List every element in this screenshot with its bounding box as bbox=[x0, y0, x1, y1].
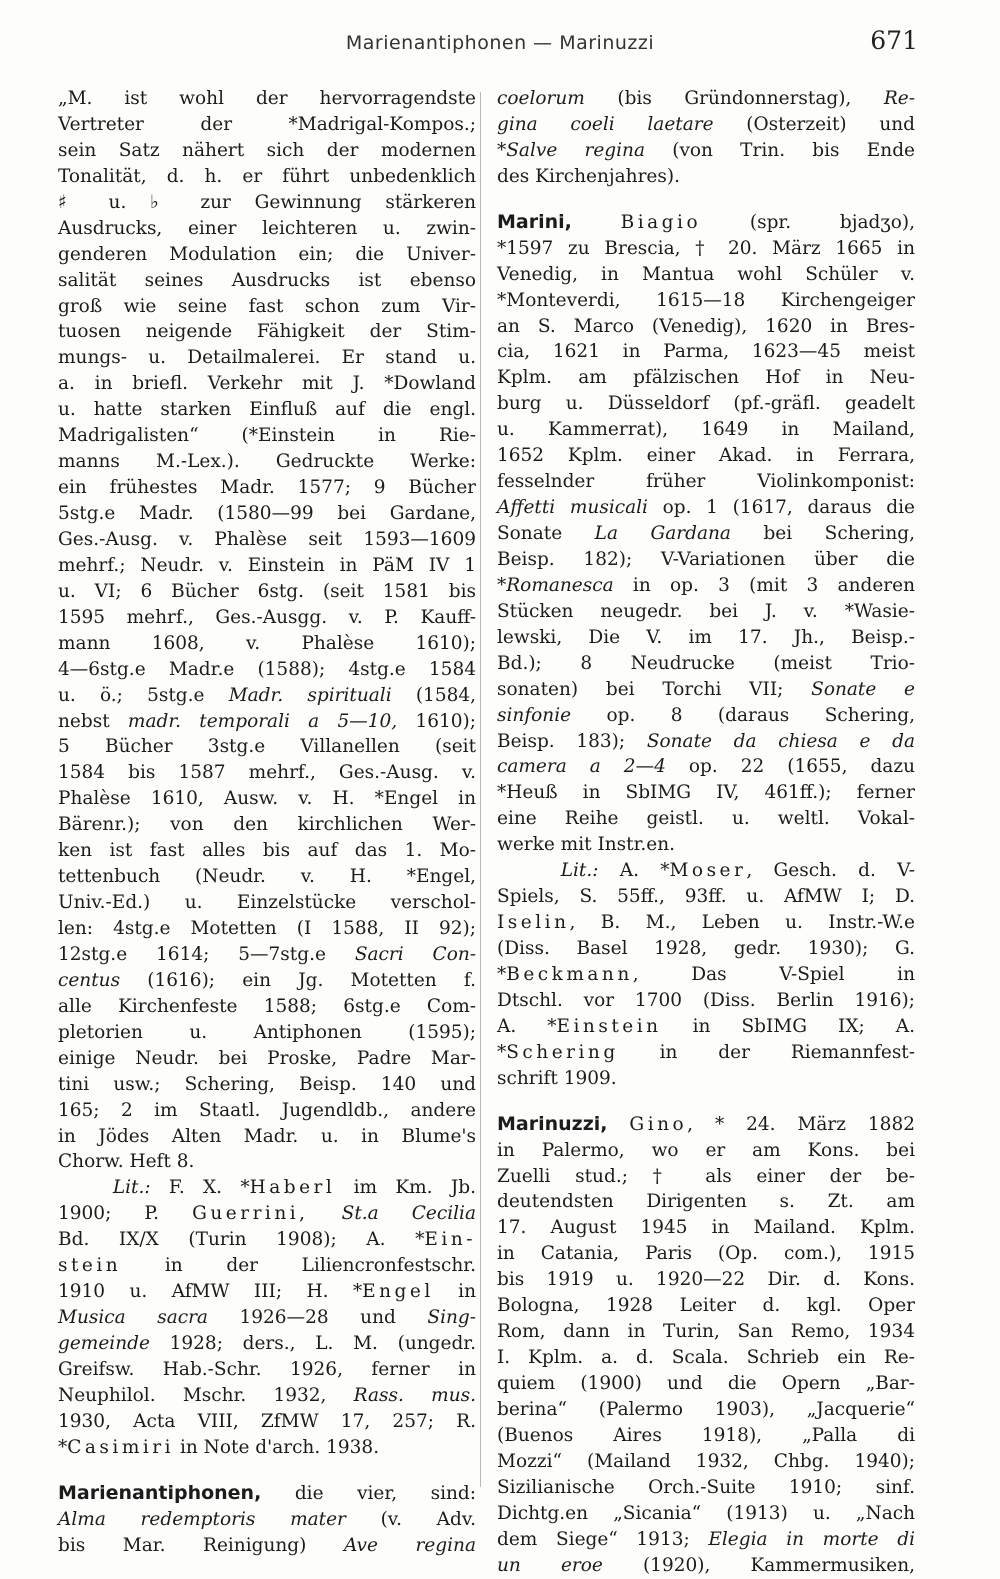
text-line: Mozzi“ (Mailand 1932, Chbg. 1940); bbox=[497, 1450, 915, 1472]
text-line bbox=[58, 1507, 476, 1533]
text-line: tuosen neigende Fähigkeit der Stim- bbox=[58, 321, 476, 343]
text-line: (Diss. Basel 1928, gedr. 1930); G. bbox=[497, 938, 915, 959]
text-line: des Kirchenjahres). bbox=[497, 165, 680, 187]
text-line: u. hatte starken Einfluß auf die engl. bbox=[58, 399, 476, 421]
text-line bbox=[497, 495, 915, 521]
work-title: Alma redemptoris mater bbox=[58, 1508, 346, 1530]
text-run: F. X. * bbox=[168, 1177, 250, 1199]
right-column bbox=[497, 86, 916, 1576]
text-run: op. 8 (daraus Schering, bbox=[606, 704, 915, 726]
text-line: burg u. Düsseldorf (pf.-gräfl. geadelt bbox=[497, 393, 915, 415]
text-line: (Buenos Aires 1918), „Palla di bbox=[497, 1424, 915, 1446]
column-divider bbox=[480, 92, 481, 1487]
text-line: einige Neudr. bei Proske, Padre Mar- bbox=[58, 1047, 476, 1069]
text-run: (1920), Kammermusiken, bbox=[642, 1554, 916, 1576]
text-line bbox=[497, 1553, 915, 1579]
text-line: cia, 1621 in Parma, 1623—45 meist bbox=[497, 341, 915, 363]
text-run: , * 24. März 1882 bbox=[687, 1113, 915, 1135]
entry-gap bbox=[58, 1461, 476, 1481]
work-title: madr. temporali a 5—10, bbox=[127, 710, 398, 732]
work-title: Re- bbox=[883, 88, 916, 109]
text-line bbox=[58, 1305, 476, 1331]
text-line bbox=[497, 573, 915, 599]
text-line: Madrigalisten“ (*Einstein in Rie- bbox=[58, 425, 476, 447]
text-run: (von Trin. bis Ende bbox=[672, 139, 915, 161]
text-line: Ausdrucks, einer leichteren u. zwin- bbox=[58, 217, 476, 239]
text-run: Bd. IX/X (Turin 1908); A. * bbox=[58, 1229, 425, 1251]
text-line: groß wie seine fast schon zum Vir- bbox=[58, 295, 476, 317]
lit-label: Lit.: bbox=[112, 1177, 151, 1199]
text-line bbox=[58, 1253, 476, 1279]
text-line bbox=[497, 703, 915, 729]
text-line: tettenbuch (Neudr. v. H. *Engel, bbox=[58, 866, 476, 888]
text-run: Beisp. 183); bbox=[497, 730, 626, 752]
page-number: 671 bbox=[870, 26, 918, 55]
text-line: Bd.); 8 Neudrucke (meist Trio- bbox=[497, 652, 915, 674]
work-title: *Salve regina bbox=[497, 139, 645, 161]
text-run: Sonate bbox=[497, 523, 563, 544]
text-line bbox=[58, 683, 476, 709]
text-line bbox=[58, 1279, 476, 1305]
work-title: Sing- bbox=[427, 1307, 476, 1329]
author-name: Einstein bbox=[556, 1015, 662, 1037]
text-line: Chorw. Heft 8. bbox=[58, 1151, 195, 1173]
text-run: in der Liliencronfestschr. bbox=[164, 1255, 476, 1277]
text-line: quiem (1900) und die Opern „Bar- bbox=[497, 1373, 915, 1394]
text-run: , Gesch. d. V- bbox=[746, 860, 915, 882]
author-name: Beckmann bbox=[506, 963, 633, 985]
text-line bbox=[497, 910, 915, 936]
text-line: Greifsw. Hab.-Schr. 1926, ferner in bbox=[58, 1358, 476, 1380]
text-line: Kplm. am pfälzischen Hof in Neu- bbox=[497, 367, 915, 389]
text-line bbox=[497, 677, 915, 703]
text-line bbox=[58, 942, 476, 968]
text-run: (Osterzeit) und bbox=[746, 113, 915, 135]
text-line: 4—6stg.e Madr.e (1588); 4stg.e 1584 bbox=[58, 658, 476, 680]
text-line: bis 1919 u. 1920—22 Dir. d. Kons. bbox=[497, 1269, 915, 1291]
text-run: (bis Gründonnerstag), bbox=[617, 88, 852, 109]
text-run: op. 22 (1655, dazu bbox=[688, 756, 915, 778]
text-run: in op. 3 (mit 3 anderen bbox=[632, 574, 915, 596]
work-title: Musica sacra bbox=[58, 1307, 208, 1329]
text-line: mann 1608, v. Phalèse 1610); bbox=[58, 632, 476, 654]
author-name: Engel bbox=[362, 1281, 434, 1303]
text-run: in der Riemannfest- bbox=[659, 1041, 915, 1063]
work-title: St.a Cecilia bbox=[341, 1203, 476, 1225]
text-run: 12stg.e 1614; 5—7stg.e bbox=[58, 943, 326, 965]
text-line: Univ.-Ed.) u. Einzelstücke verschol- bbox=[58, 892, 476, 914]
text-line bbox=[497, 1040, 915, 1066]
text-line: ♯ u. ♭ zur Gewinnung stärkeren bbox=[58, 191, 476, 213]
text-line: Venedig, in Mantua wohl Schüler v. bbox=[497, 263, 915, 285]
work-title: Madr. spirituali bbox=[228, 684, 392, 706]
text-line: „M. ist wohl der hervorragendste bbox=[58, 88, 476, 109]
person-name: Gino bbox=[629, 1113, 688, 1135]
text-run: (v. Adv. bbox=[380, 1508, 477, 1530]
text-line: Vertreter der *Madrigal-Kompos.; bbox=[58, 113, 476, 135]
text-run: 1928; ders., L. M. (ungedr. bbox=[169, 1333, 476, 1354]
text-run: (1616); ein Jg. Motetten f. bbox=[147, 969, 476, 991]
text-run: * bbox=[58, 1436, 68, 1458]
work-title: centus bbox=[58, 969, 121, 991]
text-run: * bbox=[497, 1041, 507, 1063]
text-line bbox=[497, 1014, 915, 1040]
text-line bbox=[497, 1112, 915, 1138]
text-line: 1584 bis 1587 mehrf., Ges.-Ausg. v. bbox=[58, 762, 476, 784]
text-line: sein Satz nähert sich der modernen bbox=[58, 139, 476, 161]
work-title: Ave regina bbox=[343, 1534, 476, 1556]
text-run: 1926—28 und bbox=[239, 1307, 396, 1329]
text-line bbox=[58, 1435, 476, 1461]
text-run: bis Mar. Reinigung) bbox=[58, 1534, 307, 1556]
text-line bbox=[58, 709, 476, 735]
work-title: sinfonie bbox=[497, 704, 572, 726]
text-line: berina“ (Palermo 1903), „Jacquerie“ bbox=[497, 1398, 915, 1420]
work-title: coelorum bbox=[497, 88, 585, 109]
text-run: (1584, bbox=[415, 684, 477, 706]
author-name: stein bbox=[58, 1255, 122, 1277]
text-line: fesselnder früher Violinkomponist: bbox=[497, 471, 915, 493]
text-line: mungs- u. Detailmalerei. Er stand u. bbox=[58, 347, 476, 369]
author-name: Ein- bbox=[424, 1229, 476, 1251]
text-line bbox=[58, 1227, 476, 1253]
work-title: gina coeli laetare bbox=[497, 113, 714, 135]
lit-label: Lit.: bbox=[560, 860, 599, 882]
text-line: deutendsten Dirigenten s. Zt. am bbox=[497, 1191, 915, 1213]
author-name: Haberl bbox=[249, 1177, 336, 1199]
work-title: Sacri Con- bbox=[354, 943, 476, 965]
text-run: nebst bbox=[58, 710, 110, 732]
text-line: alle Kirchenfeste 1588; 6stg.e Com- bbox=[58, 995, 476, 1017]
text-run: , Das V-Spiel in bbox=[632, 963, 915, 985]
text-line: Stücken neugedr. bei J. v. *Wasie- bbox=[497, 600, 915, 622]
text-run: im Km. Jb. bbox=[353, 1177, 476, 1199]
text-line: Bologna, 1928 Leiter d. kgl. Oper bbox=[497, 1295, 915, 1317]
text-line: Phalèse 1610, Ausw. v. H. *Engel in bbox=[58, 788, 476, 810]
text-line bbox=[58, 1175, 476, 1201]
text-line: Dtschl. vor 1700 (Diss. Berlin 1916); bbox=[497, 989, 915, 1011]
text-run: bei Schering, bbox=[763, 523, 915, 544]
text-line: Dichtg.en „Sicania“ (1913) u. „Nach bbox=[497, 1502, 915, 1524]
text-line: *Heuß in SbIMG IV, 461ff.); ferner bbox=[497, 782, 915, 804]
text-run: in Note d'arch. 1938. bbox=[179, 1436, 380, 1458]
text-line bbox=[58, 1383, 476, 1409]
text-run: (spr. bjadʒo), bbox=[749, 211, 915, 233]
text-line bbox=[497, 521, 915, 547]
text-line: lewski, Die V. im 17. Jh., Beisp.- bbox=[497, 626, 915, 648]
text-line: Ges.-Ausg. v. Phalèse seit 1593—1609 bbox=[58, 528, 476, 550]
text-run: 1910 u. AfMW III; H. * bbox=[58, 1281, 363, 1303]
text-line bbox=[497, 962, 915, 988]
text-line bbox=[497, 858, 915, 884]
work-title: Sonate e bbox=[811, 678, 915, 700]
text-run: * bbox=[497, 963, 507, 985]
author-name: Iselin bbox=[497, 912, 570, 934]
text-line: 17. August 1945 in Mailand. Kplm. bbox=[497, 1217, 915, 1239]
text-line bbox=[58, 1331, 476, 1357]
text-line bbox=[497, 86, 915, 112]
text-line: u. Kammerrat), 1649 in Mailand, bbox=[497, 419, 915, 441]
text-run: A. * bbox=[497, 1015, 557, 1037]
text-line: in Palermo, wo er am Kons. bei bbox=[497, 1139, 915, 1161]
text-line: in Catania, Paris (Op. com.), 1915 bbox=[497, 1243, 915, 1265]
text-line: 1595 mehrf., Ges.-Ausgg. v. P. Kauff- bbox=[58, 606, 476, 628]
entry-headword: Marinuzzi, bbox=[497, 1112, 608, 1135]
text-line: salität seines Ausdrucks ist ebenso bbox=[58, 269, 476, 291]
text-line: schrift 1909. bbox=[497, 1067, 617, 1089]
text-line bbox=[497, 138, 915, 164]
text-line: Sizilianische Orch.-Suite 1910; sinf. bbox=[497, 1476, 915, 1498]
text-line: Rom, dann in Turin, San Remo, 1934 bbox=[497, 1321, 915, 1343]
text-run: Neuphilol. Mschr. 1932, bbox=[58, 1384, 327, 1406]
text-line bbox=[497, 729, 915, 755]
text-run: , B. M., Leben u. Instr.-W.e bbox=[569, 912, 915, 934]
text-line: 1930, Acta VIII, ZfMW 17, 257; R. bbox=[58, 1410, 476, 1432]
text-line: mehrf.; Neudr. v. Einstein in PäM IV 1 bbox=[58, 554, 476, 576]
text-run: dem Siege“ 1913; bbox=[497, 1528, 690, 1550]
work-title: camera a 2—4 bbox=[497, 756, 666, 778]
entry-headword: Marini, bbox=[497, 210, 572, 233]
text-line: 5stg.e Madr. (1580—99 bei Gardane, bbox=[58, 503, 476, 524]
text-line: *Monteverdi, 1615—18 Kirchengeiger bbox=[497, 289, 915, 311]
text-line: manns M.-Lex.). Gedruckte Werke: bbox=[58, 451, 476, 473]
text-run: in SbIMG IX; A. bbox=[692, 1015, 915, 1037]
text-run: die vier, sind: bbox=[294, 1482, 476, 1504]
text-line: in Jödes Alten Madr. u. in Blume's bbox=[58, 1125, 476, 1147]
work-title: gemeinde bbox=[58, 1333, 150, 1354]
text-line bbox=[58, 1201, 476, 1227]
text-line: len: 4stg.e Motetten (I 1588, II 92); bbox=[58, 918, 476, 939]
entry-gap bbox=[497, 1092, 915, 1112]
author-name: Guerrini, bbox=[192, 1203, 309, 1225]
text-line bbox=[497, 210, 915, 236]
work-title: Sonate da chiesa e da bbox=[646, 730, 915, 752]
work-title: Elegia in morte di bbox=[708, 1528, 915, 1550]
text-line bbox=[497, 754, 915, 780]
text-run: 1900; P. bbox=[58, 1203, 159, 1225]
work-title: un eroe bbox=[497, 1554, 603, 1576]
text-line: genderen Modulation ein; die Univer- bbox=[58, 243, 476, 265]
text-run: 1610); bbox=[415, 710, 476, 732]
running-title: Marienantiphonen — Marinuzzi bbox=[345, 32, 655, 54]
person-name: Biagio bbox=[620, 211, 702, 233]
left-column bbox=[58, 86, 477, 1556]
text-line: 5 Bücher 3stg.e Villanellen (seit bbox=[58, 736, 476, 758]
work-title: *Romanesca bbox=[497, 574, 614, 596]
text-line bbox=[497, 112, 915, 138]
text-run: A. * bbox=[619, 860, 670, 882]
text-line: Tonalität, d. h. er führt unbedenklich bbox=[58, 165, 476, 187]
work-title: Affetti musicali bbox=[497, 497, 648, 519]
text-line bbox=[58, 1533, 476, 1559]
text-line: an S. Marco (Venedig), 1620 in Bres- bbox=[497, 315, 915, 337]
text-line: werke mit Instr.en. bbox=[497, 834, 676, 856]
text-line: *1597 zu Brescia, † 20. März 1665 in bbox=[497, 237, 915, 259]
text-line bbox=[58, 968, 476, 994]
text-run: op. 1 (1617, daraus die bbox=[662, 497, 915, 519]
text-line: I. Kplm. a. d. Scala. Schrieb ein Re- bbox=[497, 1347, 915, 1369]
author-name: Moser bbox=[669, 860, 747, 882]
entry-gap bbox=[497, 190, 915, 210]
text-line: pletorien u. Antiphonen (1595); bbox=[58, 1021, 476, 1043]
work-title: La Gardana bbox=[594, 523, 731, 544]
author-name: Casimiri bbox=[67, 1436, 175, 1458]
text-line: ken ist fast alles bis auf das 1. Mo- bbox=[58, 840, 476, 862]
page-header bbox=[0, 26, 1000, 66]
text-line: Zuelli stud.; † als einer der be- bbox=[497, 1165, 915, 1187]
text-line: 1652 Kplm. einer Akad. in Ferrara, bbox=[497, 445, 915, 467]
text-run: u. ö.; 5stg.e bbox=[58, 684, 205, 706]
author-name: Schering bbox=[506, 1041, 619, 1063]
text-line: a. in briefl. Verkehr mit J. *Dowland bbox=[58, 373, 476, 395]
text-line: tini usw.; Schering, Beisp. 140 und bbox=[58, 1073, 476, 1095]
text-line: eine Reihe geistl. u. weltl. Vokal- bbox=[497, 808, 915, 830]
text-line: u. VI; 6 Bücher 6stg. (seit 1581 bis bbox=[58, 580, 476, 602]
work-title: Rass. mus. bbox=[353, 1384, 476, 1406]
text-line bbox=[58, 1481, 476, 1507]
text-line: Beisp. 182); V-Variationen über die bbox=[497, 548, 915, 570]
text-line: Bärenr.); von den kirchlichen Wer- bbox=[58, 814, 476, 836]
text-line bbox=[497, 1527, 915, 1553]
entry-headword: Marienantiphonen, bbox=[58, 1481, 262, 1504]
text-run: sonaten) bei Torchi VII; bbox=[497, 678, 784, 700]
text-line: ein frühestes Madr. 1577; 9 Bücher bbox=[58, 477, 476, 499]
text-line: Spiels, S. 55ff., 93ff. u. AfMW I; D. bbox=[497, 886, 915, 908]
text-run: in bbox=[458, 1281, 476, 1303]
text-line: 165; 2 im Staatl. Jugendldb., andere bbox=[58, 1099, 476, 1121]
